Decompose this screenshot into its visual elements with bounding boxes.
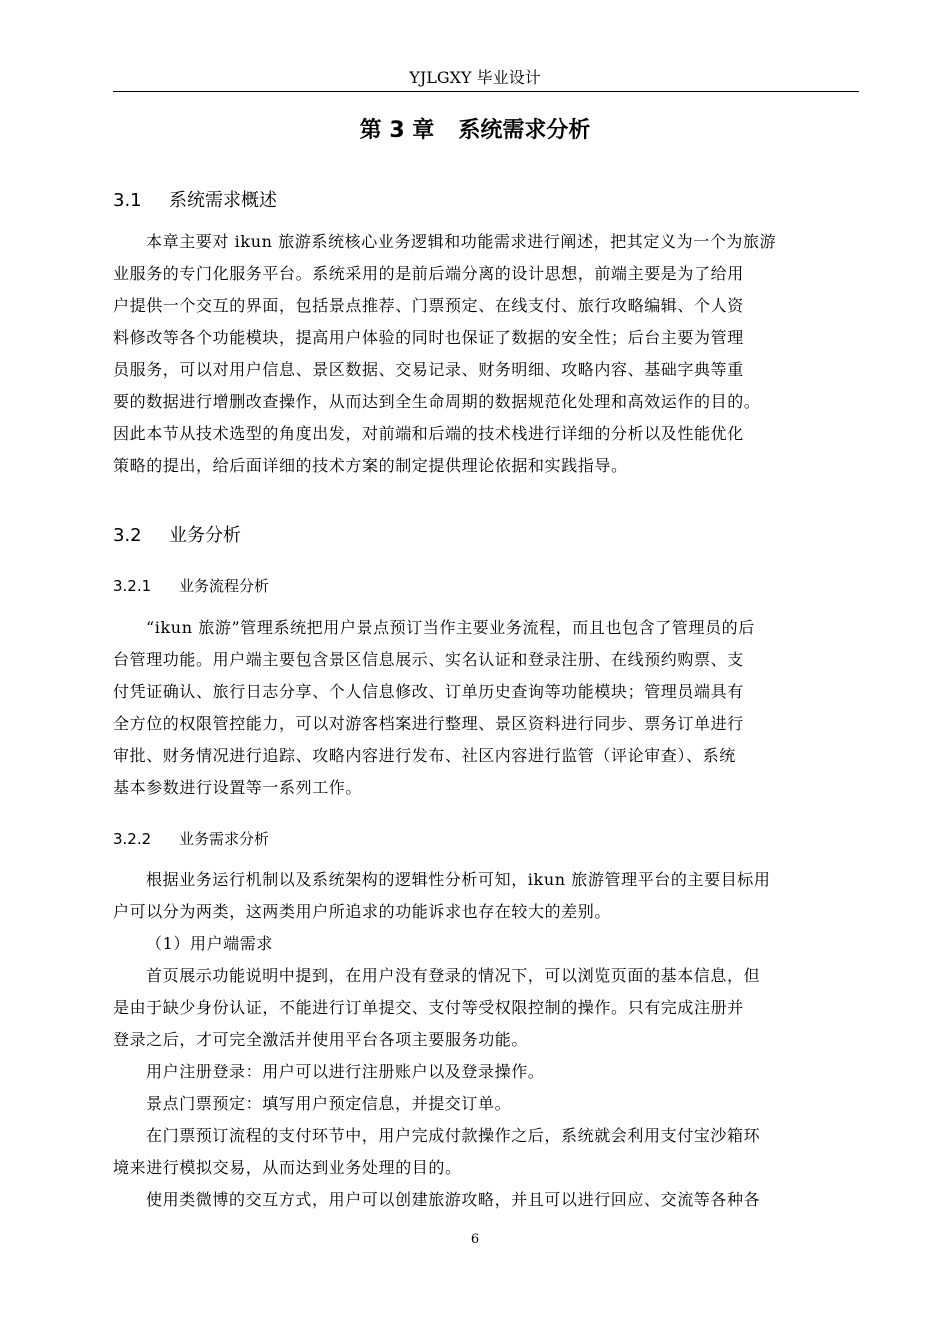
paragraph-process (113, 612, 859, 804)
text-line: 首页展示功能说明中提到，在用户没有登录的情况下，可以浏览页面的基本信息，但 (146, 966, 761, 985)
text-line: 全方位的权限管控能力，可以对游客档案进行整理、景区资料进行同步、票务订单进行 (113, 714, 744, 733)
text-line: 根据业务运行机制以及系统架构的逻辑性分析可知，ikun 旅游管理平台的主要目标用 (146, 870, 771, 889)
text-line: 使用类微博的交互方式，用户可以创建旅游攻略，并且可以进行回应、交流等各种各 (146, 1190, 761, 1209)
subsection-title: 业务流程分析 (179, 577, 270, 595)
section-heading-3-1 (113, 189, 277, 213)
chapter-name: 系统需求分析 (458, 118, 591, 143)
header-rule (113, 91, 859, 92)
text-line: 在门票预订流程的支付环节中，用户完成付款操作之后，系统就会利用支付宝沙箱环 (146, 1126, 761, 1145)
text-line: 户提供一个交互的界面，包括景点推荐、门票预定、在线支付、旅行攻略编辑、个人资 (113, 296, 744, 315)
text-line: 员服务，可以对用户信息、景区数据、交易记录、财务明细、攻略内容、基础字典等重 (113, 360, 744, 379)
text-line: 本章主要对 ikun 旅游系统核心业务逻辑和功能需求进行阐述，把其定义为一个为旅游 (146, 232, 777, 251)
running-header: YJLGXY 毕业设计 (409, 68, 541, 87)
text-line: “ikun 旅游”管理系统把用户景点预订当作主要业务流程，而且也包含了管理员的后 (146, 618, 755, 637)
text-line: 付凭证确认、旅行日志分享、个人信息修改、订单历史查询等功能模块；管理员端具有 (113, 682, 744, 701)
section-title: 系统需求概述 (169, 190, 277, 211)
text-line: 因此本节从技术选型的角度出发，对前端和后端的技术栈进行详细的分析以及性能优化 (113, 424, 744, 443)
text-line: 境来进行模拟交易，从而达到业务处理的目的。 (113, 1158, 462, 1177)
section-number: 3.1 (113, 190, 142, 211)
text-line: 登录之后，才可完全激活并使用平台各项主要服务功能。 (113, 1030, 529, 1049)
page-number: 6 (470, 1232, 480, 1247)
text-line: 景点门票预定：填写用户预定信息，并提交订单。 (146, 1094, 512, 1113)
text-line: 用户注册登录：用户可以进行注册账户以及登录操作。 (146, 1062, 545, 1081)
paragraph-overview (113, 226, 859, 482)
section-title: 业务分析 (169, 525, 241, 546)
text-line: 户可以分为两类，这两类用户所追求的功能诉求也存在较大的差别。 (113, 902, 612, 921)
section-number: 3.2 (113, 525, 142, 546)
text-line: 基本参数进行设置等一系列工作。 (113, 778, 363, 797)
text-line: 料修改等各个功能模块，提高用户体验的同时也保证了数据的安全性；后台主要为管理 (113, 328, 744, 347)
section-heading-3-2 (113, 524, 241, 548)
chapter-number: 第 3 章 (359, 118, 435, 143)
subsection-number: 3.2.1 (113, 577, 152, 595)
paragraph-requirements (113, 864, 859, 1216)
text-line: 要的数据进行增删改查操作，从而达到全生命周期的数据规范化处理和高效运作的目的。 (113, 392, 761, 411)
text-line: 是由于缺少身份认证，不能进行订单提交、支付等受权限控制的操作。只有完成注册并 (113, 998, 744, 1017)
subsection-heading-3-2-1 (113, 576, 269, 596)
text-line: 策略的提出，给后面详细的技术方案的制定提供理论依据和实践指导。 (113, 456, 628, 475)
subsection-heading-3-2-2 (113, 829, 269, 849)
text-line: 业服务的专门化服务平台。系统采用的是前后端分离的设计思想，前端主要是为了给用 (113, 264, 744, 283)
text-line: 台管理功能。用户端主要包含景区信息展示、实名认证和登录注册、在线预约购票、支 (113, 650, 744, 669)
subsection-title: 业务需求分析 (179, 830, 270, 848)
subsection-number: 3.2.2 (113, 830, 152, 848)
text-line: 审批、财务情况进行追踪、攻略内容进行发布、社区内容进行监管（评论审查）、系统 (113, 746, 736, 765)
list-heading-user-side: （1）用户端需求 (146, 934, 273, 953)
chapter-title (0, 117, 950, 145)
